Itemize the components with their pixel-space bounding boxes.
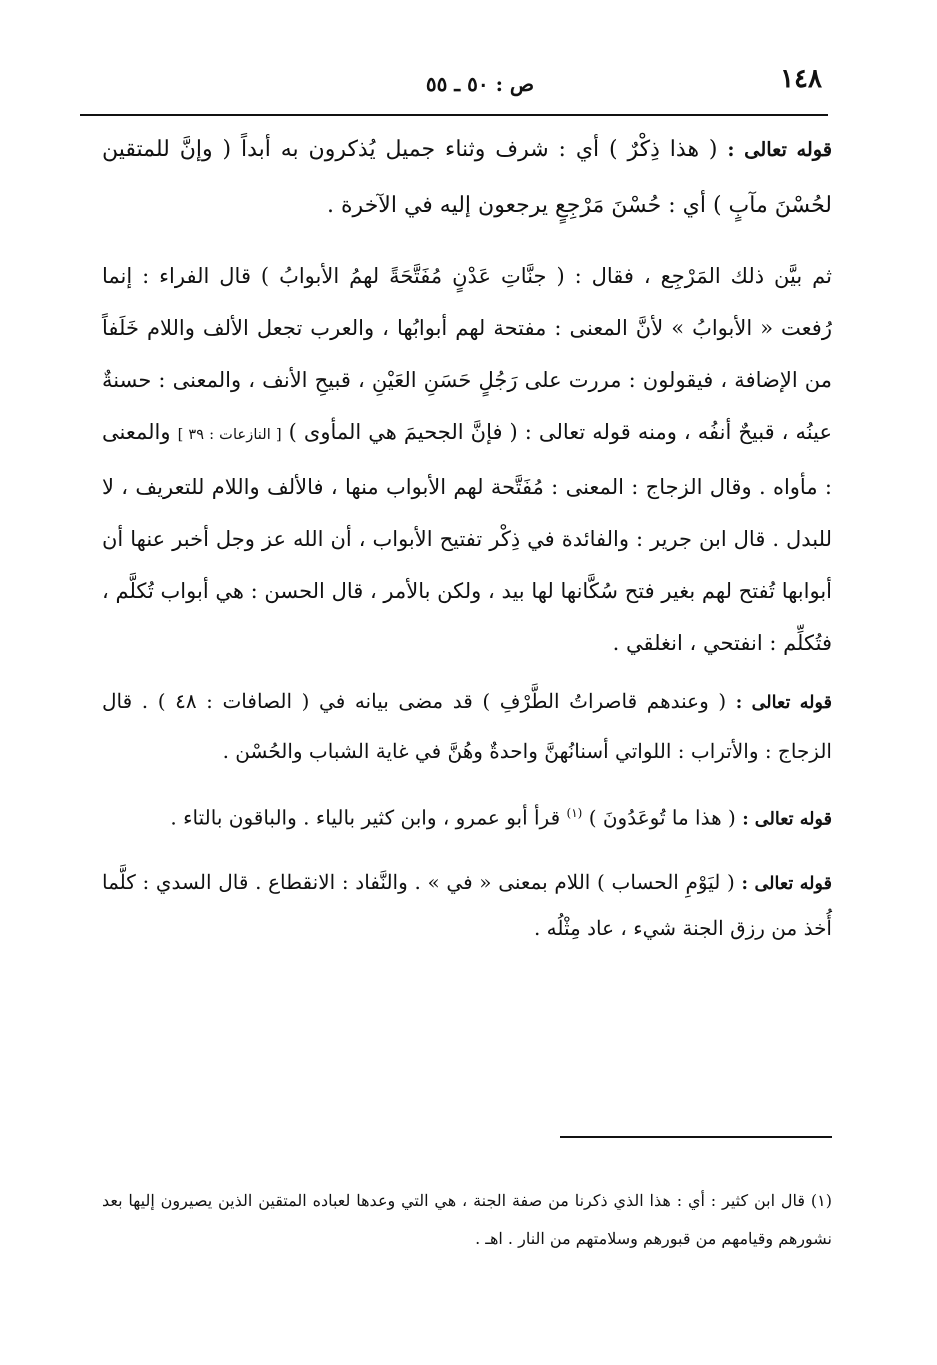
- paragraph-text: والمعنى : مأواه . وقال الزجاج : المعنى : مُفَتَّحة لهم الأبواب منها ، فالألف واللام للتعريف ، لا للبدل . قال ابن جرير : والفائدة في ذِكْر تفتيح الأبواب ، أن الله عز وجل أخبر عنها أن أبوابها تُفتح لهم بغير فتح سُكَّانها لها بيد ، ولكن بالأمر ، قال الحسن : هي أبواب تُكلَّم ، فتُكلِّم : انفتحي ، انغلقي .: [102, 420, 833, 655]
- paragraph-5: [102, 860, 832, 950]
- paragraph-text: ( هذا ذِكْرٌ ) أي : شرف وثناء جميل يُذكرون به أبداً ( وإنَّ للمتقين لحُسْنَ مآبٍ ) أي : حُسْنَ مَرْجِعٍ يرجعون إليه في الآخرة .: [102, 137, 832, 218]
- footnote: (١) قال ابن كثير : أي : هذا الذي ذكرنا من صفة الجنة ، هي التي وعدها لعباده المتقين الذين يصيرون إليها بعد نشورهم وقيامهم من قبورهم وسلامتهم من النار . اهـ .: [102, 1191, 832, 1248]
- paragraph-2: [102, 250, 832, 669]
- paragraph-text: ( وعندهم قاصراتُ الطَّرْفِ ) قد مضى بيانه في ( الصافات : ٤٨ ) . قال الزجاج : والأتراب : اللواتي أسنانُهنَّ واحدةٌ وهُنَّ في غاية الشباب والحُسْن .: [102, 689, 832, 763]
- paragraph-lead: قوله تعالى :: [742, 808, 832, 830]
- body-text: [102, 122, 832, 950]
- paragraph-text: ( ليَوْمِ الحساب ) اللام بمعنى « في » . والنَّفاد : الانقطاع . قال السدي : كلَّما أُخذ من رزق الجنة شيء ، عاد مِثْلُه .: [102, 869, 832, 940]
- paragraph-text: قرأ أبو عمرو ، وابن كثير بالياء . والباقون بالتاء .: [170, 805, 561, 830]
- running-head: ص : ٥٠ ـ ٥٥: [425, 72, 535, 96]
- paragraph-text: ( هذا ما تُوعَدُونَ ): [588, 805, 736, 830]
- header-rule: [80, 114, 828, 116]
- paragraph-lead: قوله تعالى :: [741, 872, 832, 894]
- paragraph-lead: قوله تعالى :: [735, 692, 833, 713]
- quran-reference: [ النازعات : ٣٩ ]: [177, 426, 282, 443]
- footnote-marker[interactable]: (١): [566, 806, 583, 820]
- paragraph-text: ثم بيَّن ذلك المَرْجِع ، فقال : ( جنَّاتِ عَدْنٍ مُفَتَّحَةً لهمُ الأبوابُ ) قال الفراء : إنما رُفعت « الأبوابُ » لأنَّ المعنى : مفتحة لهم أبوابُها ، والعرب تجعل الألف واللام خَلَفاً من الإضافة ، فيقولون : مررت على رَجُلٍ حَسَنِ العَيْنِ ، قبيحِ الأنف ، والمعنى : حسنةٌ عينُه ، قبيحٌ أنفُه ، ومنه قوله تعالى : ( فإنَّ الجحيمَ هي المأوى ): [102, 264, 832, 444]
- paragraph-lead: قوله تعالى :: [727, 138, 832, 161]
- page-number: ١٤٨: [780, 64, 822, 94]
- footnote-rule: [560, 1136, 832, 1138]
- paragraph-1: [102, 122, 832, 234]
- paragraph-4: [102, 785, 832, 848]
- paragraph-3: [102, 677, 832, 775]
